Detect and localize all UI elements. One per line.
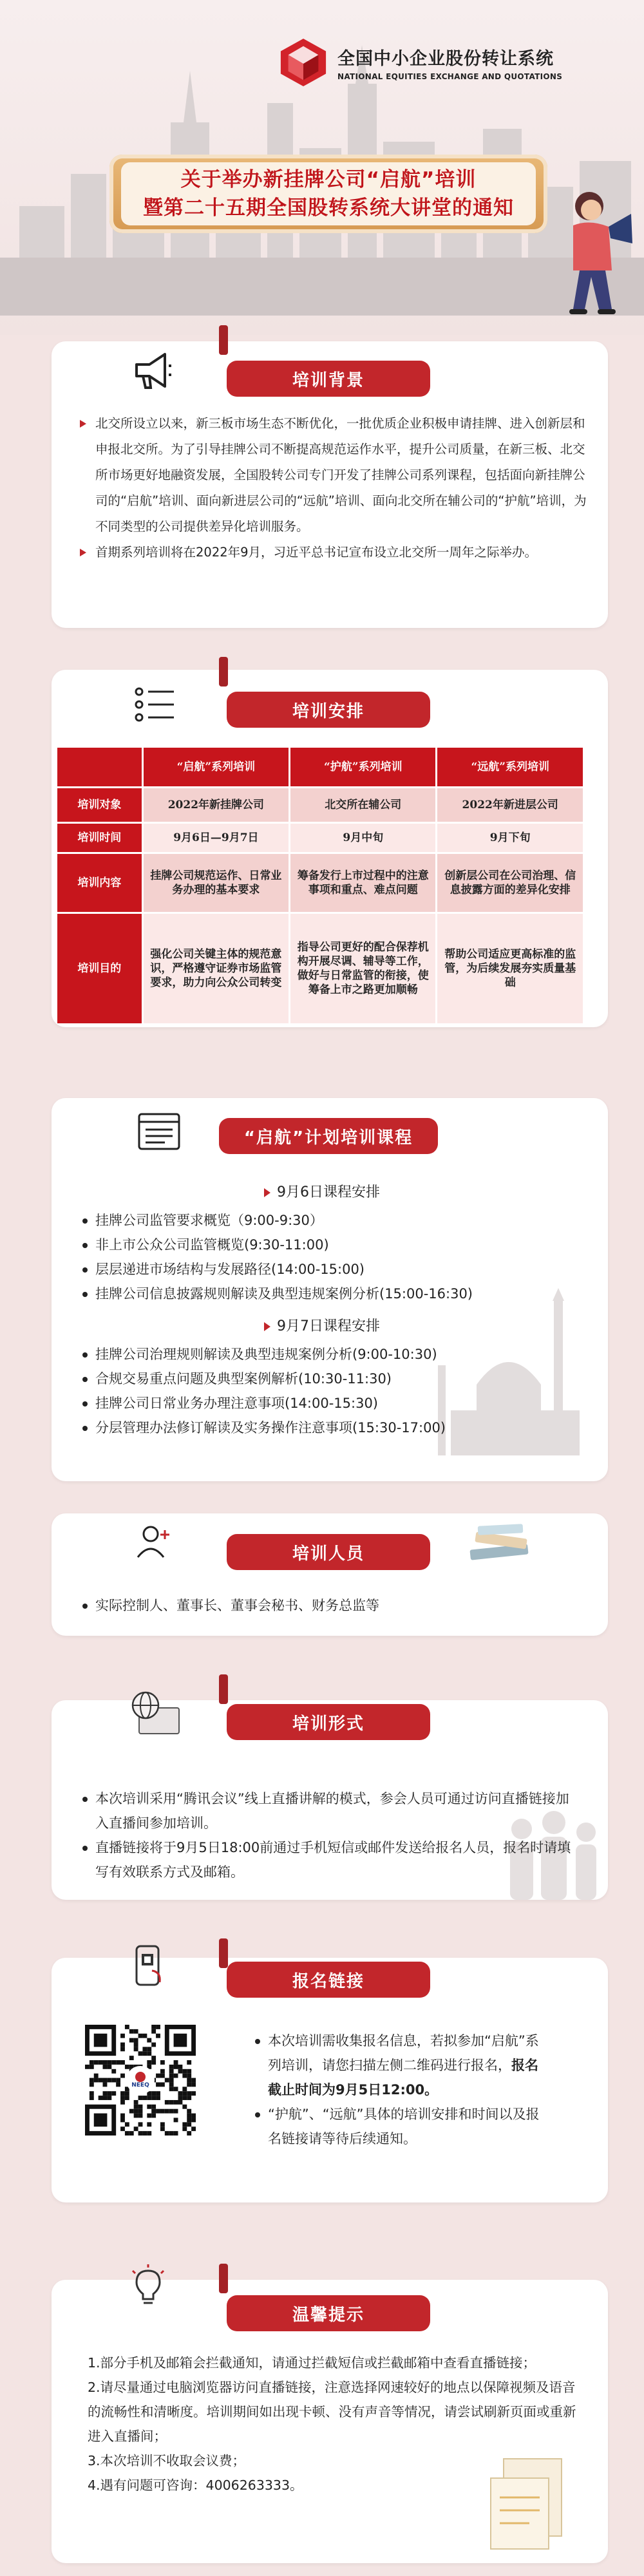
section-title-tips: 温馨提示	[227, 2295, 430, 2331]
table-row	[57, 824, 583, 852]
background-text	[80, 411, 595, 565]
card-tab	[219, 325, 228, 355]
list-icon	[129, 679, 180, 730]
signup-item-2: “护航”、“远航”具体的培训安排和时间以及报名链接请等待后续通知。	[252, 2102, 549, 2151]
hero-banner	[0, 0, 644, 335]
schedule-table	[55, 746, 585, 1025]
phone-qr-icon	[133, 1945, 165, 1987]
org-name-en: NATIONAL EQUITIES EXCHANGE AND QUOTATIONS	[337, 71, 563, 81]
card-tab	[219, 657, 228, 687]
staff-list	[80, 1593, 379, 1618]
table-header-row	[57, 748, 583, 786]
list-item: 挂牌公司信息披露规则解读及典型违规案例分析(15:00-16:30)	[80, 1282, 473, 1306]
list-item: 挂牌公司监管要求概览（9:00-9:30）	[80, 1208, 473, 1233]
tip-item: 1.部分手机及邮箱会拦截通知，请通过拦截短信或拦截邮箱中查看直播链接；	[88, 2355, 536, 2371]
table-cell: 2022年新进层公司	[437, 788, 583, 822]
table-row	[57, 788, 583, 822]
list-item: 挂牌公司日常业务办理注意事项(14:00-15:30)	[80, 1391, 446, 1416]
row-label: 培训对象	[57, 788, 142, 822]
list-item: 实际控制人、董事长、董事会秘书、财务总监等	[80, 1593, 379, 1618]
mosque-silhouette-illustration	[425, 1288, 599, 1455]
card-tab	[219, 2264, 228, 2293]
megaphone-icon	[129, 348, 174, 393]
day1-heading: 9月6日课程安排	[0, 1181, 644, 1201]
row-label: 培训时间	[57, 824, 142, 852]
list-item: 非上市公众公司监管概览(9:30-11:00)	[80, 1233, 473, 1257]
list-item: 直播链接将于9月5日18:00前通过手机短信或邮件发送给报名人员，报名时请填写有效联系方式及邮箱。	[80, 1835, 582, 1884]
table-cell: 北交所在辅公司	[290, 788, 435, 822]
table-header-cell: “护航”系列培训	[290, 748, 435, 786]
day2-heading: 9月7日课程安排	[0, 1315, 644, 1335]
section-title-format: 培训形式	[227, 1704, 430, 1740]
table-cell: 帮助公司适应更高标准的监管，为后续发展夯实质量基础	[437, 914, 583, 1023]
qr-logo-mark	[135, 2072, 146, 2082]
signup-deadline: 报名截止时间为9月5日12:00。	[268, 2058, 538, 2098]
table-cell: 挂牌公司规范运作、日常业务办理的基本要求	[144, 854, 289, 912]
day1-course-list	[80, 1208, 473, 1306]
qr-logo	[126, 2066, 155, 2094]
format-list	[80, 1786, 582, 1884]
title-banner	[109, 155, 547, 233]
tip-item: 4.遇有问题可咨询：4006263333。	[88, 2477, 303, 2493]
table-row	[57, 914, 583, 1023]
section-title-course-plan: “启航”计划培训课程	[219, 1118, 438, 1154]
signup-item-1: 本次培训需收集报名信息，若拟参加“启航”系列培训，请您扫描左侧二维码进行报名，报名截止时间为9月5日12:00。	[252, 2029, 549, 2102]
title-line-2: 暨第二十五期全国股转系统大讲堂的通知	[143, 196, 514, 220]
table-cell: 筹备发行上市过程中的注意事项和重点、难点问题	[290, 854, 435, 912]
table-cell: 9月6日—9月7日	[144, 824, 289, 852]
table-header-cell	[57, 748, 142, 786]
table-cell: 2022年新挂牌公司	[144, 788, 289, 822]
list-item: 合规交易重点问题及典型案例解析(10:30-11:30)	[80, 1367, 446, 1391]
books-icon	[465, 1521, 536, 1569]
megaphone-person-illustration	[554, 180, 638, 322]
list-item: 本次培训采用“腾讯会议”线上直播讲解的模式，参会人员可通过访问直播链接加入直播间参加培训。	[80, 1786, 582, 1835]
card-tab	[219, 1674, 228, 1704]
tip-item: 2.请尽量通过电脑浏览器访问直播链接，注意选择网速较好的地点以保障视频及语音的流畅性和清晰度。培训期间如出现卡顿、没有声音等情况，请尝试刷新页面或重新进入直播间；	[88, 2380, 576, 2444]
org-name-cn: 全国中小企业股份转让系统	[337, 48, 554, 69]
signup-text	[252, 2029, 549, 2151]
lightbulb-icon	[129, 2264, 167, 2309]
tip-item: 3.本次培训不收取会议费；	[88, 2453, 246, 2468]
signup-qr-code[interactable]	[85, 2025, 196, 2136]
table-header-cell: “远航”系列培训	[437, 748, 583, 786]
tips-text	[88, 2351, 577, 2497]
logo	[278, 37, 562, 88]
card-tab	[219, 1938, 228, 1968]
table-cell: 指导公司更好的配合保荐机构开展尽调、辅导等工作，做好与日常监管的衔接，使筹备上市之路更加顺畅	[290, 914, 435, 1023]
section-title-background: 培训背景	[227, 361, 430, 397]
globe-computer-icon	[126, 1689, 184, 1740]
section-title-staff: 培训人员	[227, 1534, 430, 1570]
background-paragraph: 首期系列培训将在2022年9月，习近平总书记宣布设立北交所一周年之际举办。	[80, 540, 595, 565]
title-line-1: 关于举办新挂牌公司“启航”培训	[180, 168, 477, 191]
table-cell: 9月下旬	[437, 824, 583, 852]
table-cell: 创新层公司在公司治理、信息披露方面的差异化安排	[437, 854, 583, 912]
qr-logo-label: NEEQ	[131, 2082, 149, 2088]
row-label: 培训内容	[57, 854, 142, 912]
list-item: 层层递进市场结构与发展路径(14:00-15:00)	[80, 1257, 473, 1282]
day2-course-list	[80, 1342, 446, 1440]
table-cell: 9月中旬	[290, 824, 435, 852]
list-item: 分层管理办法修订解读及实务操作注意事项(15:30-17:00)	[80, 1416, 446, 1440]
section-title-signup: 报名链接	[227, 1962, 430, 1998]
neeq-logo-icon	[278, 37, 328, 88]
table-row	[57, 854, 583, 912]
table-cell: 强化公司关键主体的规范意识，严格遵守证券市场监管要求，助力向公众公司转变	[144, 914, 289, 1023]
list-item: 挂牌公司治理规则解读及典型违规案例分析(9:00-10:30)	[80, 1342, 446, 1367]
user-add-icon	[133, 1521, 174, 1562]
table-header-cell: “启航”系列培训	[144, 748, 289, 786]
section-title-arrangement: 培训安排	[227, 692, 430, 728]
browser-window-icon	[137, 1112, 182, 1151]
background-paragraph: 北交所设立以来，新三板市场生态不断优化，一批优质企业积极申请挂牌、进入创新层和申报北交所。为了引导挂牌公司不断提高规范运作水平，提升公司质量，在新三板、北交所市场更好地融资发展，全国股转公司专门开发了挂牌公司系列课程，包括面向新挂牌公司的“启航”培训、面向新进层公司的“远航”培训、面向北交所在辅公司的“护航”培训，为不同类型的公司提供差异化培训服务。	[80, 411, 595, 540]
row-label: 培训目的	[57, 914, 142, 1023]
